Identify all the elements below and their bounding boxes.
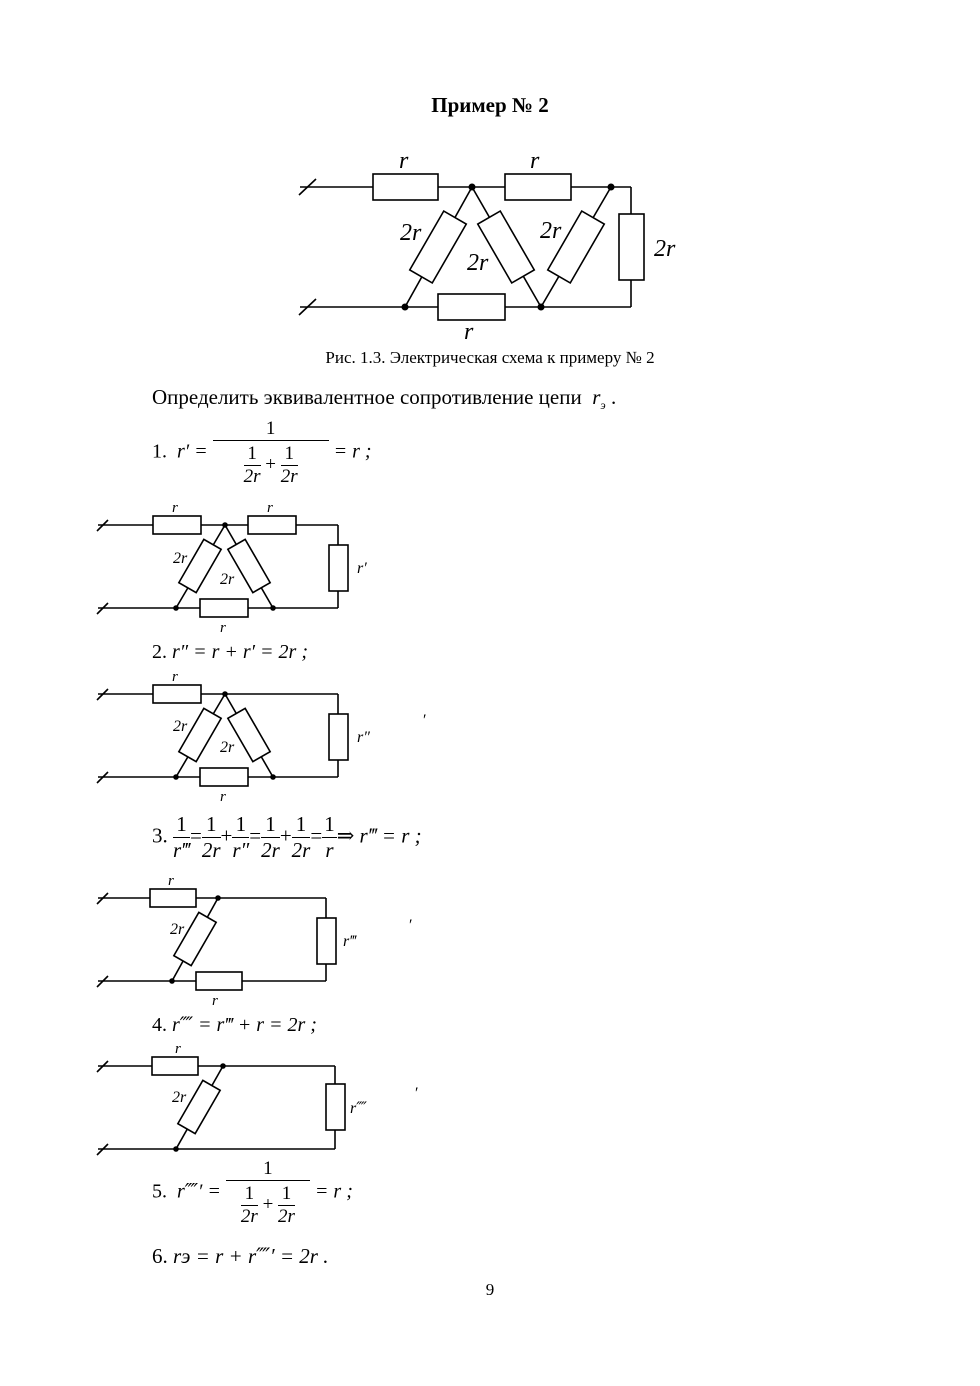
- svg-text:2r: 2r: [654, 236, 676, 262]
- svg-text:r: r: [530, 148, 540, 174]
- task-symbol: r: [592, 385, 601, 409]
- svg-text:′: ′: [408, 917, 412, 934]
- step-4-formula: 4. r⁗ = r‴ + r = 2r ;: [152, 1014, 317, 1036]
- task-statement: Определить эквивалентное сопротивление цепи $r_э$ .: [152, 385, 617, 413]
- svg-text:r: r: [168, 873, 174, 889]
- svg-text:r‴: r‴: [343, 933, 356, 950]
- svg-text:r: r: [220, 789, 226, 805]
- svg-text:r″: r″: [357, 729, 370, 746]
- svg-text:2r: 2r: [173, 550, 188, 567]
- figure-caption: Рис. 1.3. Электрическая схема к примеру № 2: [325, 348, 655, 367]
- task-text: Определить эквивалентное сопротивление цепи: [152, 385, 582, 409]
- svg-text:2r: 2r: [220, 739, 235, 756]
- svg-text:2r: 2r: [400, 220, 422, 246]
- svg-text:2r: 2r: [467, 250, 489, 276]
- svg-text:2r: 2r: [540, 218, 562, 244]
- step-3-formula: 3. $\frac{1}{r‴}$ = $\frac{1}{2r}$ + $\frac{1}{r''}$ = $\frac{1}{2r}$ + $\frac{1}{2r}$ = $\frac{1}{r}$ ⇒ r‴ = r ;: [152, 812, 422, 862]
- svg-text:r: r: [172, 669, 178, 685]
- step-6-formula: 6. rэ = r + r⁗′ = 2r .: [152, 1244, 329, 1268]
- step-5-formula: 5. r⁗′ = 1 $\frac{1}{2r}$ + $\frac{1}{2r}$ = r ;: [152, 1158, 353, 1227]
- svg-text:r⁗: r⁗: [350, 1100, 367, 1117]
- svg-text:2r: 2r: [172, 1089, 187, 1106]
- step-1-formula: 1. r′ = 1 $\frac{1}{2r}$ + $\frac{1}{2r}$ = r ;: [152, 418, 372, 487]
- svg-text:′: ′: [414, 1085, 418, 1102]
- svg-text:2r: 2r: [173, 718, 188, 735]
- svg-text:′: ′: [422, 712, 426, 729]
- svg-text:r: r: [464, 319, 474, 345]
- svg-text:r: r: [220, 620, 226, 636]
- svg-text:r: r: [399, 148, 409, 174]
- page-title: Пример № 2: [431, 93, 549, 117]
- svg-text:2r: 2r: [220, 571, 235, 588]
- task-subscript: э: [600, 398, 606, 413]
- svg-text:2r: 2r: [170, 921, 185, 938]
- step-2-formula: 2. r″ = r + r′ = 2r ;: [152, 641, 308, 663]
- page-number: 9: [485, 1280, 495, 1299]
- svg-text:r: r: [212, 993, 218, 1009]
- svg-text:r: r: [175, 1041, 181, 1057]
- svg-text:r: r: [267, 500, 273, 516]
- svg-text:r: r: [172, 500, 178, 516]
- svg-text:r′: r′: [357, 560, 367, 577]
